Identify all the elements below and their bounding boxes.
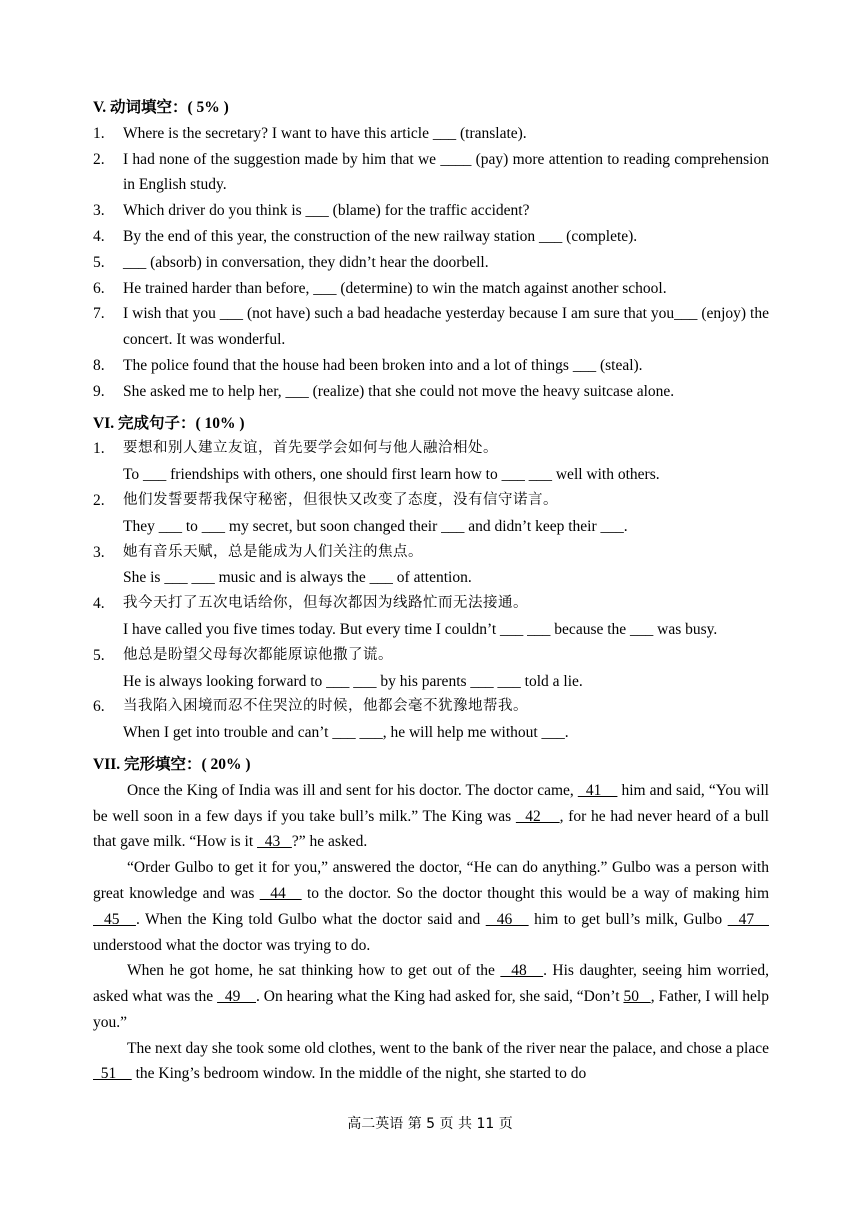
passage-text: “Order Gulbo to get it for you,” answered the doctor, “He can do anything.” Gulbo was a person with great knowledge and was: [93, 859, 769, 902]
english-sentence: She is ___ ___ music and is always the ___ of attention.: [123, 569, 472, 587]
passage-text: , Father, I will help you.”: [93, 988, 769, 1031]
cloze-paragraph: [93, 855, 769, 958]
passage-text: him and said, “You will be well soon in a few days if you take bull’s milk.” The King was: [93, 781, 769, 825]
question-item: [93, 301, 769, 353]
question-number: 5.: [93, 646, 105, 664]
question-text: By the end of this year, the construction of the new railway station ___ (complete).: [123, 227, 638, 245]
section-7-title: VII. 完形填空：( 20% ): [93, 755, 251, 773]
chinese-sentence: 她有音乐天赋，总是能成为人们关注的焦点。: [123, 543, 423, 560]
question-item: [93, 147, 769, 199]
translation-item: [93, 436, 769, 462]
question-item: [93, 353, 769, 379]
question-number: 4.: [93, 595, 105, 613]
question-number: 9.: [93, 382, 105, 400]
cloze-blank: 46: [485, 910, 529, 928]
question-item: [93, 276, 769, 302]
cloze-paragraph: [93, 958, 769, 1035]
question-number: 3.: [93, 543, 105, 561]
question-item: [93, 198, 769, 224]
page-footer: 高二英语 第 5 页 共 11 页: [347, 1116, 513, 1132]
question-text: Where is the secretary? I want to have this article ___ (translate).: [123, 124, 527, 142]
english-sentence: They ___ to ___ my secret, but soon changed their ___ and didn’t keep their ___.: [123, 517, 628, 535]
section-5-items: [93, 121, 769, 405]
cloze-blank: 45: [93, 910, 136, 928]
passage-text: . On hearing what the King had asked for, she said, “Don’t: [256, 988, 624, 1006]
question-text: I had none of the suggestion made by him that we ____ (pay) more attention to reading comprehension in English study.: [123, 150, 769, 194]
question-number: 3.: [93, 202, 105, 220]
question-number: 1.: [93, 440, 105, 458]
cloze-blank: 50: [623, 988, 651, 1006]
passage-text: ?” he asked.: [291, 833, 368, 851]
question-number: 6.: [93, 698, 105, 716]
cloze-blank: 42: [515, 807, 560, 825]
chinese-sentence: 他总是盼望父母每次都能原谅他撒了谎。: [123, 646, 393, 663]
cloze-blank: 41: [577, 781, 618, 799]
passage-text: . His daughter, seeing him worried, asked what was the: [93, 962, 769, 1006]
translation-item: [93, 694, 769, 720]
section-6-title: VI. 完成句子：( 10% ): [93, 414, 245, 432]
chinese-sentence: 要想和别人建立友谊，首先要学会如何与他人融洽相处。: [123, 440, 498, 457]
question-text: The police found that the house had been broken into and a lot of things ___ (steal).: [123, 356, 643, 374]
question-text: Which driver do you think is ___ (blame) for the traffic accident?: [123, 202, 530, 220]
chinese-sentence: 他们发誓要帮我保守秘密，但很快又改变了态度，没有信守诺言。: [123, 491, 558, 508]
translation-item: [93, 488, 769, 514]
question-text: He trained harder than before, ___ (determine) to win the match against another school.: [123, 279, 667, 297]
question-number: 2.: [93, 150, 105, 168]
question-text: She asked me to help her, ___ (realize) that she could not move the heavy suitcase alone.: [123, 382, 675, 400]
english-sentence: I have called you five times today. But every time I couldn’t ___ ___ because the ___ was busy.: [123, 620, 718, 638]
question-item: [93, 250, 769, 276]
passage-text: the King’s bedroom window. In the middle of the night, she started to do: [131, 1065, 587, 1083]
passage-text: The next day she took some old clothes, went to the bank of the river near the palace, and chose a place: [127, 1039, 769, 1057]
cloze-paragraph: [93, 778, 769, 855]
question-number: 1.: [93, 124, 105, 142]
passage-text: When he got home, he sat thinking how to get out of the: [127, 962, 501, 980]
section-5-title: V. 动词填空：( 5% ): [93, 99, 229, 116]
question-number: 8.: [93, 356, 105, 374]
cloze-blank: 48: [500, 962, 544, 980]
translation-item: [93, 643, 769, 669]
question-number: 2.: [93, 491, 105, 509]
question-number: 7.: [93, 305, 105, 323]
page-content: [93, 95, 769, 1087]
english-sentence: To ___ friendships with others, one should first learn how to ___ ___ well with others.: [123, 466, 660, 484]
question-text: ___ (absorb) in conversation, they didn’t hear the doorbell.: [123, 253, 489, 271]
passage-text: him to get bull’s milk, Gulbo: [528, 910, 728, 928]
question-number: 5.: [93, 253, 105, 271]
english-sentence: When I get into trouble and can’t ___ ___, he will help me without ___.: [123, 724, 569, 742]
passage-text: understood what the doctor was trying to do.: [93, 936, 371, 954]
passage-text: . When the King told Gulbo what the doctor said and: [135, 910, 486, 928]
english-sentence: He is always looking forward to ___ ___ by his parents ___ ___ told a lie.: [123, 672, 583, 690]
passage-text: Once the King of India was ill and sent for his doctor. The doctor came,: [127, 781, 578, 799]
cloze-paragraph: [93, 1036, 769, 1088]
cloze-blank: 44: [259, 884, 302, 902]
chinese-sentence: 我今天打了五次电话给你，但每次都因为线路忙而无法接通。: [123, 595, 528, 612]
question-number: 4.: [93, 227, 105, 245]
passage-text: , for he had never heard of a bull that gave milk. “How is it: [93, 807, 769, 851]
translation-item: [93, 591, 769, 617]
translation-item: [93, 540, 769, 566]
question-item: [93, 121, 769, 147]
question-text: I wish that you ___ (not have) such a bad headache yesterday because I am sure that you___ (enjoy) the concert. It was wonderful.: [123, 305, 769, 349]
section-7-passage: [93, 778, 769, 1088]
cloze-blank: 51: [93, 1065, 132, 1083]
question-item: [93, 379, 769, 405]
question-item: [93, 224, 769, 250]
passage-text: to the doctor. So the doctor thought this would be a way of making him: [301, 884, 770, 902]
cloze-blank: 47: [727, 910, 769, 928]
chinese-sentence: 当我陷入困境而忍不住哭泣的时候，他都会毫不犹豫地帮我。: [123, 698, 528, 715]
section-6-items: [93, 436, 769, 746]
cloze-blank: 49: [217, 988, 256, 1006]
cloze-blank: 43: [257, 833, 292, 851]
question-number: 6.: [93, 279, 105, 297]
